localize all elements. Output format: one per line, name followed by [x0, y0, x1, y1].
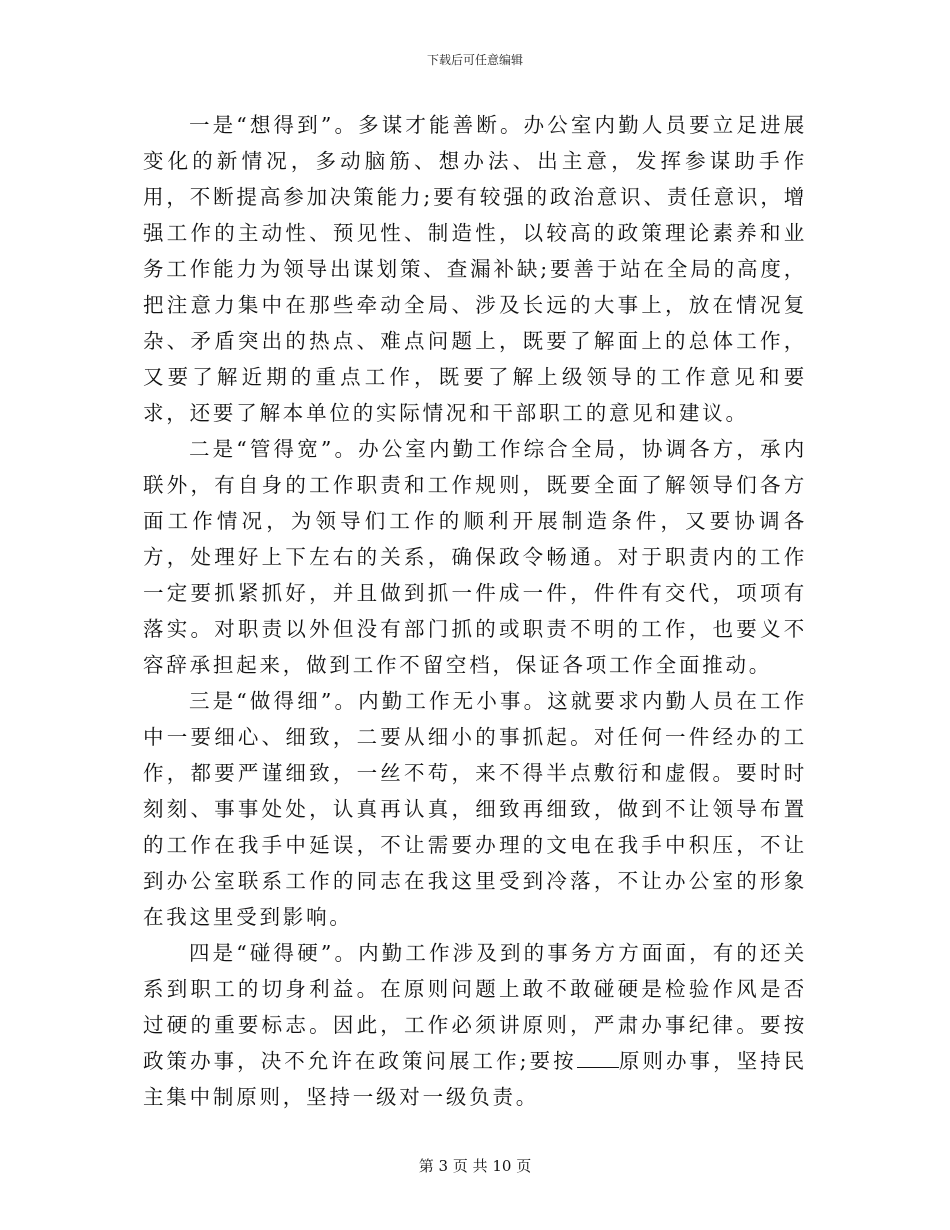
paragraph-3: 三是“做得细”。内勤工作无小事。这就要求内勤人员在工作中一要细心、细致，二要从细小的事抓起。对任何一件经办的工作，都要严谨细致，一丝不苟，来不得半点敷衍和虚假。要时时刻刻、事事处处，认真再认真，细致再细致，做到不让领导布置的工作在我手中延误，不让需要办理的文电在我手中积压，不让到办公室联系工作的同志在我这里受到冷落，不让办公室的形象在我这里受到影响。 [143, 689, 807, 929]
document-body [143, 107, 807, 1115]
page-number-footer: 第 3 页 共 10 页 [418, 1157, 532, 1175]
paragraph-4-text-after-blank: 原则办事，坚持民主集中制原则，坚持一级对一级负责。 [143, 1049, 807, 1109]
paragraph-4 [143, 935, 807, 1115]
paragraph-1: 一是“想得到”。多谋才能善断。办公室内勤人员要立足进展变化的新情况，多动脑筋、想办法、出主意，发挥参谋助手作用，不断提高参加决策能力;要有较强的政治意识、责任意识，增强工作的主动性、预见性、制造性，以较高的政策理论素养和业务工作能力为领导出谋划策、查漏补缺;要善于站在全局的高度，把注意力集中在那些牵动全局、涉及长远的大事上，放在情况复杂、矛盾突出的热点、难点问题上，既要了解面上的总体工作，又要了解近期的重点工作，既要了解上级领导的工作意见和要求，还要了解本单位的实际情况和干部职工的意见和建议。 [143, 113, 807, 425]
paragraph-2: 二是“管得宽”。办公室内勤工作综合全局，协调各方，承内联外，有自身的工作职责和工作规则，既要全面了解领导们各方面工作情况，为领导们工作的顺利开展制造条件，又要协调各方，处理好上下左右的关系，确保政令畅通。对于职责内的工作一定要抓紧抓好，并且做到抓一件成一件，件件有交代，项项有落实。对职责以外但没有部门抓的或职责不明的工作，也要义不容辞承担起来，做到工作不留空档，保证各项工作全面推动。 [143, 437, 807, 677]
page-header: 下载后可任意编辑 [426, 53, 523, 67]
paragraph-4-text-before-blank: 四是“碰得硬”。内勤工作涉及到的事务方方面面，有的还关系到职工的切身利益。在原则问题上敢不敢碰硬是检验作风是否过硬的重要标志。因此，工作必须讲原则，严肃办事纪律。要按政策办事，决不允许在政策问展工作;要按 [143, 941, 807, 1073]
fill-in-blank [577, 1045, 619, 1068]
